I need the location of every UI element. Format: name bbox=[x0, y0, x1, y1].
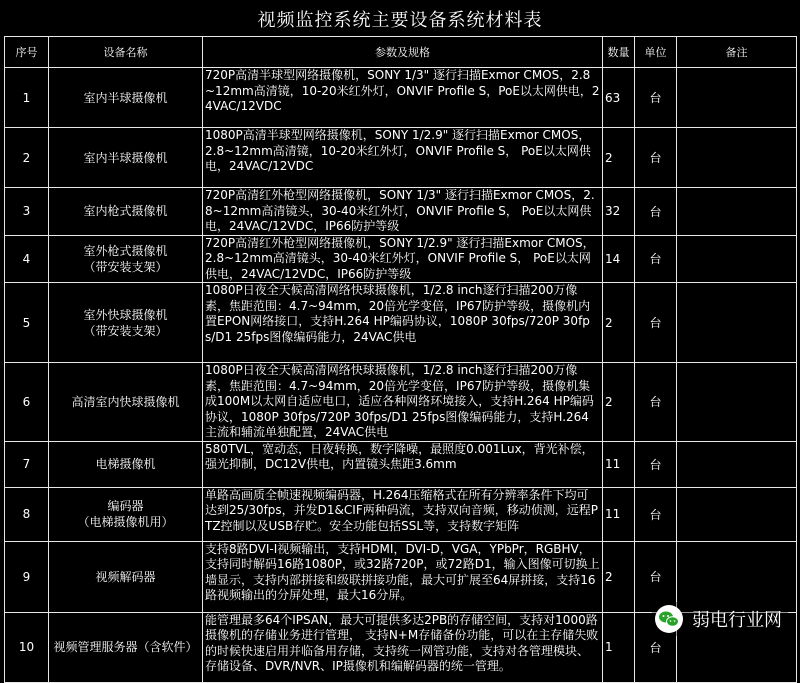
row-spec: 单路高画质全帧速视频编码器，H.264压缩格式在所有分辨率条件下均可达到25/30fps，并发D1&CIF两种码流，支持双向音频，移动侦测，远程PTZ控制以及USB存贮。安全功能包括SSL等，支持数字矩阵 bbox=[203, 487, 603, 541]
row-qty: 2 bbox=[603, 541, 635, 612]
wechat-logo-icon bbox=[654, 604, 684, 634]
row-name: 室内半球摄像机 bbox=[49, 128, 203, 188]
row-qty: 11 bbox=[603, 441, 635, 487]
row-name: 室外枪式摄像机 （带安装支架） bbox=[49, 235, 203, 283]
document-title: 视频监控系统主要设备系统材料表 bbox=[257, 10, 543, 31]
table-header-row bbox=[5, 37, 797, 68]
header-spec: 参数及规格 bbox=[203, 37, 603, 68]
row-remark bbox=[677, 235, 797, 283]
row-seq: 8 bbox=[5, 487, 49, 541]
row-seq: 4 bbox=[5, 235, 49, 283]
row-spec: 720P高清半球型网络摄像机，SONY 1/3" 逐行扫描Exmor CMOS，2.8~12mm高清镜，10-20米红外灯，ONVIF Profile S，PoE以太网供电，24VAC/12VDC bbox=[203, 68, 603, 128]
row-unit: 台 bbox=[635, 363, 677, 442]
row-name: 视频解码器 bbox=[49, 541, 203, 612]
table-row bbox=[5, 188, 797, 236]
row-name: 视频管理服务器（含软件） bbox=[49, 612, 203, 682]
table-row bbox=[5, 283, 797, 363]
row-spec: 支持8路DVI-I视频输出，支持HDMI，DVI-D，VGA，YPbPr，RGBHV，支持同时解码16路1080P，或32路720P，或72路D1，输入图像可切换上墙显示，支持内部拼接和级联拼接功能，最大可扩展至64屏拼接，支持16路视频输出的分屏处理，最大16分屏。 bbox=[203, 541, 603, 612]
row-qty: 14 bbox=[603, 235, 635, 283]
row-unit: 台 bbox=[635, 541, 677, 612]
row-name: 室内枪式摄像机 bbox=[49, 188, 203, 236]
watermark-text: 弱电行业网 bbox=[692, 610, 782, 631]
table-row bbox=[5, 128, 797, 188]
header-qty: 数量 bbox=[603, 37, 635, 68]
row-qty: 11 bbox=[603, 487, 635, 541]
header-name: 设备名称 bbox=[49, 37, 203, 68]
table-row bbox=[5, 235, 797, 283]
row-qty: 32 bbox=[603, 188, 635, 236]
row-spec: 1080P日夜全天候高清网络快球摄像机，1/2.8 inch逐行扫描200万像素，焦距范围：4.7~94mm，20倍光学变倍，IP67防护等级，摄像机集成100M以太网自适应电口，适应各种网络环境接入，支持H.264 HP编码协议，1080P 30fps/720P 30fps/D1 25fps图像编码能力，支持H.264主流和辅流单独配置，24VAC供电 bbox=[203, 363, 603, 442]
row-spec: 580TVL，宽动态，日夜转换，数字降噪，最照度0.001Lux，背光补偿，强光抑制，DC12V供电，内置镜头焦距3.6mm bbox=[203, 441, 603, 487]
row-unit: 台 bbox=[635, 68, 677, 128]
header-seq: 序号 bbox=[5, 37, 49, 68]
watermark bbox=[652, 602, 788, 636]
row-seq: 3 bbox=[5, 188, 49, 236]
row-qty: 2 bbox=[603, 283, 635, 363]
row-name: 高清室内快球摄像机 bbox=[49, 363, 203, 442]
row-remark bbox=[677, 283, 797, 363]
row-qty: 2 bbox=[603, 363, 635, 442]
row-qty: 63 bbox=[603, 68, 635, 128]
row-remark bbox=[677, 128, 797, 188]
row-unit: 台 bbox=[635, 188, 677, 236]
row-unit: 台 bbox=[635, 235, 677, 283]
row-remark bbox=[677, 188, 797, 236]
header-unit: 单位 bbox=[635, 37, 677, 68]
table-row bbox=[5, 363, 797, 442]
row-qty: 1 bbox=[603, 612, 635, 682]
row-spec: 能管理最多64个IPSAN，最大可提供多达2PB的存储空间，支持对1000路摄像机的存储业务进行管理， 支持N+M存储备份功能，可以在主存储失败的时候快速启用并临备用存储，支持统一网管功能，支持对各管理模块、存储设备、DVR/NVR、IP摄像机和编解码器的统一管理。 bbox=[203, 612, 603, 682]
row-seq: 7 bbox=[5, 441, 49, 487]
table-row bbox=[5, 441, 797, 487]
row-name: 电梯摄像机 bbox=[49, 441, 203, 487]
row-seq: 5 bbox=[5, 283, 49, 363]
table-row bbox=[5, 68, 797, 128]
row-remark bbox=[677, 363, 797, 442]
row-unit: 台 bbox=[635, 283, 677, 363]
row-spec: 1080P高清半球型网络摄像机，SONY 1/2.9" 逐行扫描Exmor CMOS，2.8~12mm高清镜，10-20米红外灯，ONVIF Profile S， PoE以太网供电，24VAC/12VDC bbox=[203, 128, 603, 188]
equipment-material-table bbox=[4, 36, 797, 683]
row-spec: 1080P日夜全天候高清网络快球摄像机，1/2.8 inch逐行扫描200万像素，焦距范围：4.7~94mm，20倍光学变倍，IP67防护等级，摄像机内置EPON网络接口，支持H.264 HP编码协议，1080P 30fps/720P 30fps/D1 25fps图像编码能力，24VAC供电 bbox=[203, 283, 603, 363]
header-remark: 备注 bbox=[677, 37, 797, 68]
row-remark bbox=[677, 68, 797, 128]
row-unit: 台 bbox=[635, 487, 677, 541]
row-name: 室内半球摄像机 bbox=[49, 68, 203, 128]
row-name: 编码器 （电梯摄像机用） bbox=[49, 487, 203, 541]
row-remark bbox=[677, 487, 797, 541]
row-seq: 9 bbox=[5, 541, 49, 612]
row-seq: 1 bbox=[5, 68, 49, 128]
row-spec: 720P高清红外枪型网络摄像机，SONY 1/2.9" 逐行扫描Exmor CMOS，2.8~12mm高清镜头，30-40米红外灯，ONVIF Profile S， PoE以太网供电，24VAC/12VDC，IP66防护等级 bbox=[203, 235, 603, 283]
row-name: 室外快球摄像机 （带安装支架） bbox=[49, 283, 203, 363]
row-unit: 台 bbox=[635, 441, 677, 487]
row-seq: 10 bbox=[5, 612, 49, 682]
row-remark bbox=[677, 441, 797, 487]
row-seq: 6 bbox=[5, 363, 49, 442]
row-unit: 台 bbox=[635, 612, 677, 682]
row-qty: 2 bbox=[603, 128, 635, 188]
row-unit: 台 bbox=[635, 128, 677, 188]
row-seq: 2 bbox=[5, 128, 49, 188]
row-spec: 720P高清红外枪型网络摄像机，SONY 1/3" 逐行扫描Exmor CMOS，2.8~12mm高清镜头，30-40米红外灯，ONVIF Profile S， PoE以太网供电，24VAC/12VDC，IP66防护等级 bbox=[203, 188, 603, 236]
table-row bbox=[5, 487, 797, 541]
